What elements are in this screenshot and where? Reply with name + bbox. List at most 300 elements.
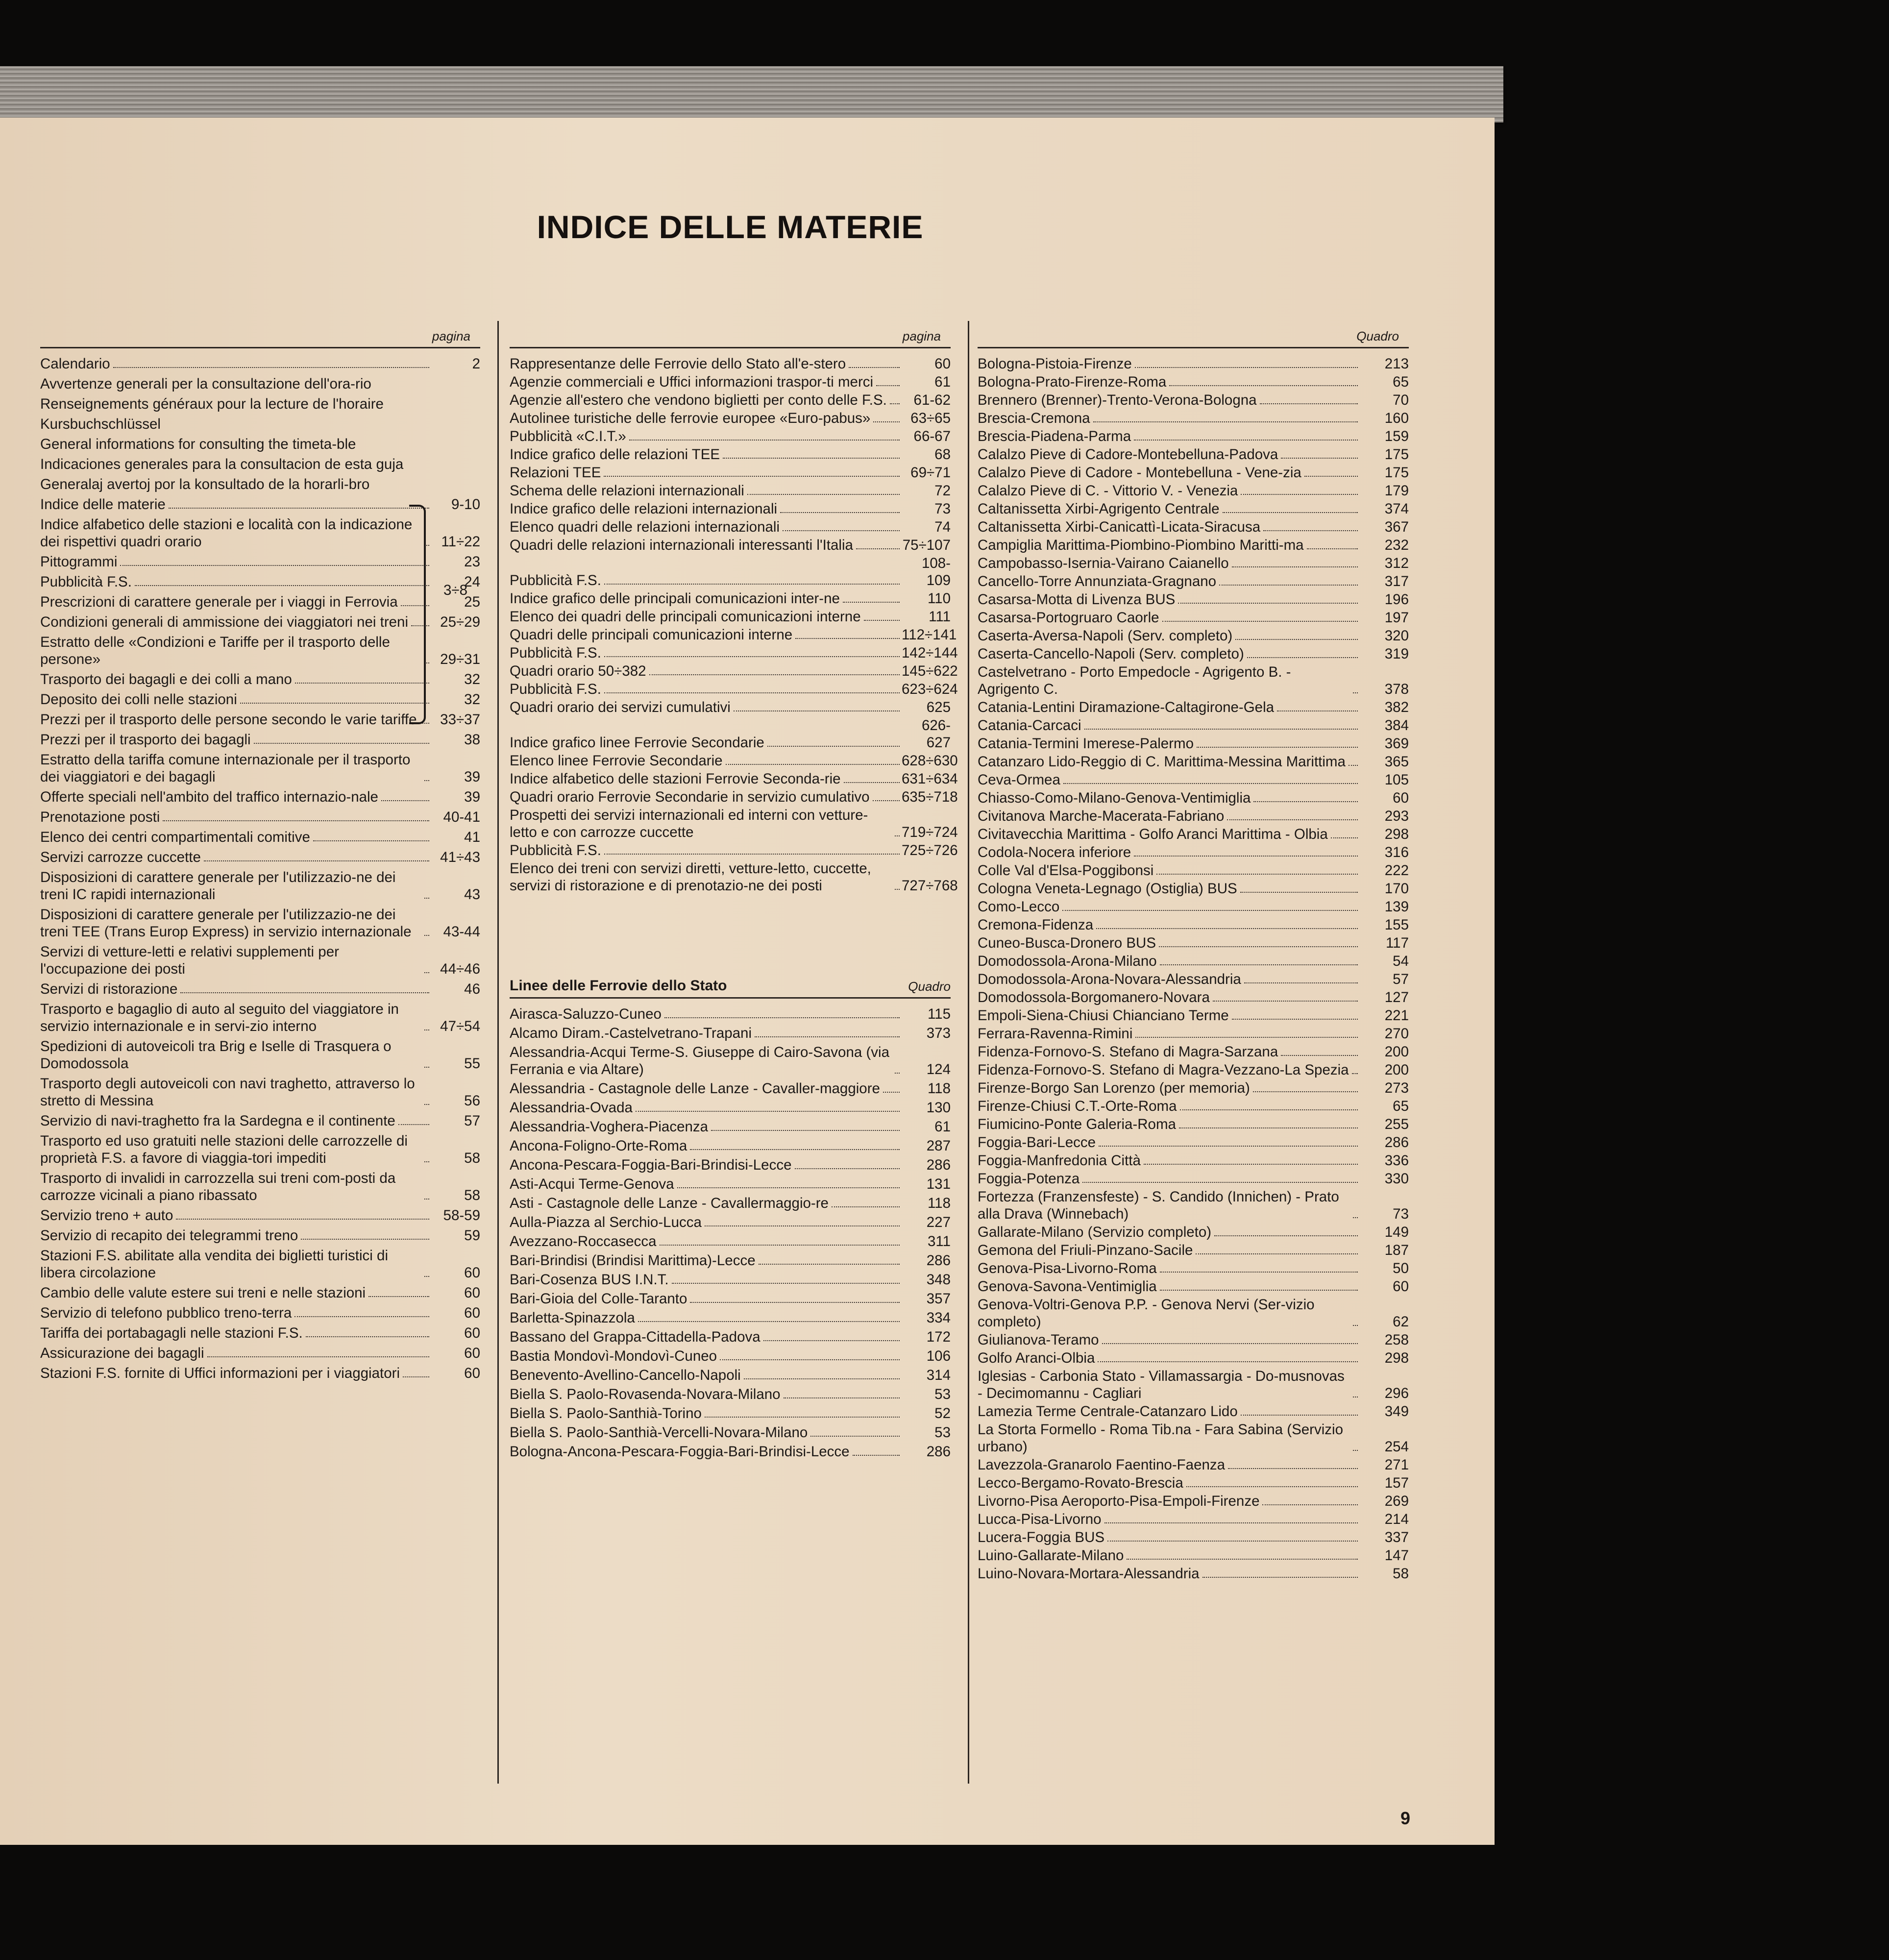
dot-leader bbox=[1353, 1325, 1358, 1326]
dot-leader bbox=[705, 1225, 900, 1226]
entry-page: 200 bbox=[1384, 1044, 1409, 1060]
entry-page: 312 bbox=[1384, 555, 1409, 571]
entry-text: Calendario bbox=[40, 356, 110, 372]
dot-leader bbox=[1281, 1055, 1358, 1056]
dot-leader bbox=[207, 1356, 429, 1357]
entry-page: 175 bbox=[1384, 446, 1409, 463]
index-entry bbox=[978, 410, 1409, 427]
dot-leader bbox=[876, 385, 900, 386]
entry-page: 271 bbox=[1384, 1457, 1409, 1473]
index-entry bbox=[510, 373, 951, 391]
section-title: Linee delle Ferrovie dello Stato bbox=[510, 978, 727, 994]
index-entry bbox=[510, 788, 958, 806]
index-entry bbox=[510, 1118, 951, 1135]
dot-leader bbox=[424, 1029, 429, 1030]
index-entry bbox=[510, 1099, 951, 1116]
entry-text: Benevento-Avellino-Cancello-Napoli bbox=[510, 1367, 741, 1383]
dot-leader bbox=[1353, 692, 1358, 693]
entry-page: 50 bbox=[1393, 1260, 1409, 1276]
dot-leader bbox=[1240, 892, 1358, 893]
index-entry bbox=[978, 826, 1409, 843]
index-entry bbox=[978, 1368, 1409, 1402]
dot-leader bbox=[1202, 1577, 1358, 1578]
index-entry bbox=[978, 1116, 1409, 1133]
dot-leader bbox=[690, 1302, 900, 1303]
dot-leader bbox=[705, 1417, 900, 1418]
dot-leader bbox=[1253, 801, 1358, 802]
dot-leader bbox=[1144, 1164, 1358, 1165]
index-entry bbox=[978, 609, 1409, 626]
dot-leader bbox=[1214, 1235, 1358, 1236]
entry-text: General informations for consulting the timeta-ble bbox=[40, 436, 356, 452]
index-entry bbox=[510, 770, 958, 787]
index-entry bbox=[978, 428, 1409, 445]
entry-text: Foggia-Potenza bbox=[978, 1171, 1080, 1187]
index-entry bbox=[510, 537, 951, 554]
dot-leader bbox=[1135, 1037, 1358, 1038]
entry-page: 139 bbox=[1384, 899, 1409, 915]
entry-page: 727÷768 bbox=[902, 878, 958, 894]
index-entry bbox=[510, 500, 951, 517]
dot-leader bbox=[1349, 765, 1358, 766]
index-entry bbox=[510, 681, 958, 698]
entry-text: Indice delle materie bbox=[40, 496, 166, 513]
index-column-2 bbox=[510, 323, 958, 1462]
index-entry bbox=[510, 1195, 951, 1212]
entry-page: 382 bbox=[1384, 699, 1409, 715]
index-entry bbox=[510, 1348, 951, 1365]
dot-leader bbox=[660, 1245, 900, 1246]
entry-page: 29÷31 bbox=[440, 651, 480, 667]
entry-page: 149 bbox=[1384, 1224, 1409, 1240]
entry-text: Castelvetrano - Porto Empedocle - Agrigento B. - Agrigento C. bbox=[978, 664, 1291, 697]
entry-text: Tariffa dei portabagagli nelle stazioni F.S. bbox=[40, 1325, 303, 1341]
dot-leader bbox=[1160, 964, 1358, 965]
index-entry bbox=[40, 416, 480, 433]
entry-text: Alessandria - Castagnole delle Lanze - Cavaller-maggiore bbox=[510, 1080, 880, 1097]
index-entry bbox=[40, 1284, 480, 1301]
section-header bbox=[510, 978, 951, 999]
entry-page: 115 bbox=[927, 1006, 951, 1022]
entry-text: Avvertenze generali per la consultazione dell'ora-rio bbox=[40, 376, 371, 392]
entry-text: Como-Lecco bbox=[978, 899, 1060, 915]
index-entry bbox=[40, 788, 480, 806]
entry-text: Catania-Lentini Diramazione-Caltagirone-Gela bbox=[978, 699, 1275, 715]
dot-leader bbox=[306, 1336, 429, 1337]
entry-text: Firenze-Borgo San Lorenzo (per memoria) bbox=[978, 1080, 1250, 1096]
entry-text: Fiumicino-Ponte Galeria-Roma bbox=[978, 1116, 1176, 1132]
dot-leader bbox=[1304, 476, 1358, 477]
entry-text: Indice grafico delle relazioni TEE bbox=[510, 446, 720, 463]
entry-text: Indice grafico delle principali comunicazioni inter-ne bbox=[510, 590, 840, 607]
index-entry bbox=[978, 1456, 1409, 1473]
dot-leader bbox=[604, 692, 900, 693]
entry-page: 60 bbox=[464, 1305, 480, 1321]
entry-page: 73 bbox=[934, 501, 951, 517]
entry-page: 54 bbox=[1393, 953, 1409, 969]
dot-leader bbox=[895, 889, 900, 890]
entry-text: Lamezia Terme Centrale-Catanzaro Lido bbox=[978, 1403, 1238, 1420]
index-entry bbox=[978, 355, 1409, 372]
entry-page: 298 bbox=[1384, 826, 1409, 842]
dot-leader bbox=[1277, 710, 1358, 711]
index-entry bbox=[510, 608, 951, 625]
entry-text: Gallarate-Milano (Servizio completo) bbox=[978, 1224, 1212, 1240]
entry-text: Lucera-Foggia BUS bbox=[978, 1529, 1105, 1545]
dot-leader bbox=[381, 800, 429, 801]
index-entry bbox=[978, 645, 1409, 662]
dot-leader bbox=[1102, 1343, 1358, 1344]
dot-leader bbox=[1162, 621, 1358, 622]
entry-page: 44÷46 bbox=[440, 961, 480, 977]
index-entry bbox=[40, 1132, 480, 1167]
entry-text: Pubblicità F.S. bbox=[510, 681, 601, 697]
index-entry bbox=[978, 808, 1409, 825]
entry-text: Caserta-Aversa-Napoli (Serv. completo) bbox=[978, 628, 1233, 644]
entry-text: Stazioni F.S. fornite di Uffici informazioni per i viaggiatori bbox=[40, 1365, 400, 1381]
entry-page: 62 bbox=[1393, 1314, 1409, 1330]
entry-page: 725÷726 bbox=[902, 842, 958, 858]
dot-leader bbox=[864, 620, 900, 621]
entry-text: Servizi di vetture-letti e relativi supplementi per l'occupazione dei posti bbox=[40, 944, 339, 977]
dot-leader bbox=[1160, 1290, 1358, 1291]
dot-leader bbox=[294, 1316, 429, 1317]
index-entry bbox=[978, 518, 1409, 536]
index-entry bbox=[978, 1331, 1409, 1348]
index-entry bbox=[510, 1044, 951, 1078]
index-entry bbox=[978, 1098, 1409, 1115]
entry-page: 635÷718 bbox=[902, 789, 958, 805]
entry-page: 41 bbox=[464, 829, 480, 845]
entry-text: Avezzano-Roccasecca bbox=[510, 1233, 657, 1250]
entry-page: 65 bbox=[1393, 1098, 1409, 1114]
entry-text: Trasporto e bagaglio di auto al seguito del viaggiatore in servizio internazionale e in servi-zio interno bbox=[40, 1001, 399, 1034]
index-entry bbox=[510, 1271, 951, 1288]
entry-page: 269 bbox=[1384, 1493, 1409, 1509]
entry-page: 179 bbox=[1384, 483, 1409, 499]
entry-page: 43-44 bbox=[443, 924, 480, 940]
entry-page: 57 bbox=[464, 1113, 480, 1129]
entry-page: 131 bbox=[926, 1176, 951, 1192]
entry-page: 337 bbox=[1384, 1529, 1409, 1545]
index-entry bbox=[40, 1207, 480, 1224]
entry-page: 227 bbox=[926, 1214, 951, 1230]
entry-page: 316 bbox=[1384, 844, 1409, 860]
entry-page: 39 bbox=[464, 769, 480, 785]
index-entry bbox=[40, 849, 480, 866]
entry-text: Disposizioni di carattere generale per l'utilizzazio-ne dei treni IC rapidi internazionali bbox=[40, 869, 396, 903]
index-entry bbox=[40, 395, 480, 413]
dot-leader bbox=[1134, 440, 1358, 441]
dot-leader bbox=[204, 860, 429, 861]
dot-leader bbox=[1127, 1559, 1358, 1560]
entry-page: 213 bbox=[1384, 356, 1409, 372]
column-header-label: Quadro bbox=[1356, 329, 1399, 343]
railway-lines-list bbox=[978, 355, 1409, 1582]
page-title: INDICE DELLE MATERIE bbox=[537, 209, 924, 245]
entry-page: 40-41 bbox=[443, 809, 480, 825]
dot-leader bbox=[672, 1283, 900, 1284]
entry-text: Servizio di telefono pubblico treno-terra bbox=[40, 1305, 292, 1321]
entry-page: 11÷22 bbox=[441, 534, 480, 550]
dot-leader bbox=[604, 854, 900, 855]
section-column-label: Quadro bbox=[908, 979, 951, 994]
index-entry bbox=[510, 699, 951, 716]
index-entry bbox=[978, 482, 1409, 499]
dot-leader bbox=[403, 1376, 429, 1377]
dot-leader bbox=[1263, 530, 1358, 531]
entry-page: 61-62 bbox=[913, 392, 951, 408]
index-entry bbox=[40, 906, 480, 940]
entry-text: Agenzie commerciali e Uffici informazioni traspor-ti merci bbox=[510, 374, 874, 390]
dot-leader bbox=[1099, 1146, 1358, 1147]
entry-page: 374 bbox=[1384, 501, 1409, 517]
index-entry bbox=[978, 1547, 1409, 1564]
dot-leader bbox=[1180, 1109, 1358, 1110]
dot-leader bbox=[1281, 458, 1358, 459]
index-entry bbox=[978, 1421, 1409, 1455]
entry-text: Asti - Castagnole delle Lanze - Cavallermaggio-re bbox=[510, 1195, 829, 1211]
index-entry bbox=[40, 980, 480, 998]
dot-leader bbox=[1241, 1415, 1358, 1416]
entry-page: 369 bbox=[1384, 735, 1409, 752]
entry-list bbox=[510, 355, 958, 894]
entry-page: 378 bbox=[1384, 681, 1409, 697]
entry-text: Aulla-Piazza al Serchio-Lucca bbox=[510, 1214, 702, 1230]
entry-text: Bologna-Prato-Firenze-Roma bbox=[978, 374, 1167, 390]
entry-text: Biella S. Paolo-Rovasenda-Novara-Milano bbox=[510, 1386, 781, 1402]
index-entry bbox=[510, 626, 957, 643]
entry-page: 373 bbox=[926, 1025, 951, 1041]
dot-leader bbox=[873, 800, 900, 801]
entry-text: Asti-Acqui Terme-Genova bbox=[510, 1176, 674, 1192]
dot-leader bbox=[677, 1187, 900, 1188]
dot-leader bbox=[638, 1321, 900, 1322]
index-entry bbox=[978, 1025, 1409, 1042]
entry-page: 52 bbox=[934, 1405, 951, 1421]
book-page bbox=[0, 118, 1495, 1845]
entry-page: 55 bbox=[464, 1055, 480, 1072]
entry-page: 58 bbox=[464, 1187, 480, 1203]
page-number: 9 bbox=[1400, 1808, 1411, 1828]
index-entry bbox=[40, 1112, 480, 1129]
dot-leader bbox=[1098, 1361, 1358, 1362]
dot-leader bbox=[1244, 982, 1358, 983]
entry-page: 270 bbox=[1384, 1026, 1409, 1042]
dot-leader bbox=[895, 1073, 900, 1074]
entry-text: Trasporto di invalidi in carrozzella sui treni com-posti da carrozze vicinali a piano ribassato bbox=[40, 1170, 396, 1203]
index-column-3 bbox=[978, 323, 1409, 1583]
entry-text: Quadri orario Ferrovie Secondarie in servizio cumulativo bbox=[510, 789, 870, 805]
index-entry bbox=[40, 355, 480, 372]
dot-leader bbox=[1232, 566, 1358, 567]
entry-page: 63÷65 bbox=[910, 410, 951, 426]
entry-text: Prezzi per il trasporto dei bagagli bbox=[40, 732, 251, 748]
entry-text: Servizio di recapito dei telegrammi treno bbox=[40, 1227, 298, 1244]
entry-text: Alessandria-Acqui Terme-S. Giuseppe di Cairo-Savona (via Ferrania e via Altare) bbox=[510, 1044, 890, 1078]
index-entry bbox=[978, 1170, 1409, 1187]
dot-leader bbox=[1134, 856, 1358, 857]
entry-text: Bologna-Pistoia-Firenze bbox=[978, 356, 1132, 372]
entry-text: Elenco quadri delle relazioni internazionali bbox=[510, 519, 780, 535]
entry-page: 60 bbox=[464, 1325, 480, 1341]
entry-text: Prescrizioni di carattere generale per i viaggi in Ferrovia bbox=[40, 594, 398, 610]
entry-page: 70 bbox=[1393, 392, 1409, 408]
index-entry bbox=[978, 862, 1409, 879]
entry-page: 142÷144 bbox=[902, 645, 958, 661]
dot-leader bbox=[832, 1206, 900, 1207]
entry-text: Trasporto dei bagagli e dei colli a mano bbox=[40, 671, 292, 687]
entry-page: 130 bbox=[926, 1100, 951, 1116]
entry-text: Servizi di ristorazione bbox=[40, 981, 178, 997]
curly-brace bbox=[409, 505, 426, 724]
entry-text: Cremona-Fidenza bbox=[978, 917, 1094, 933]
column-rule-2 bbox=[968, 321, 969, 1784]
index-entry bbox=[978, 1493, 1409, 1510]
entry-text: Lucca-Pisa-Livorno bbox=[978, 1511, 1102, 1527]
entry-text: Luino-Gallarate-Milano bbox=[978, 1547, 1124, 1564]
entry-text: Fidenza-Fornovo-S. Stefano di Magra-Vezzano-La Spezia bbox=[978, 1062, 1349, 1078]
dot-leader bbox=[1169, 385, 1358, 386]
index-entry bbox=[978, 555, 1409, 572]
index-entry bbox=[978, 1511, 1409, 1528]
index-entry bbox=[978, 537, 1409, 554]
index-entry bbox=[978, 971, 1409, 988]
index-entry bbox=[978, 1079, 1409, 1097]
dot-leader bbox=[856, 548, 900, 549]
dot-leader bbox=[424, 1199, 429, 1200]
entry-text: Domodossola-Arona-Novara-Alessandria bbox=[978, 971, 1241, 987]
entry-text: Domodossola-Arona-Milano bbox=[978, 953, 1157, 969]
entry-text: Estratto della tariffa comune internazionale per il trasporto dei viaggiatori e dei bagagli bbox=[40, 752, 411, 785]
entry-page: 187 bbox=[1384, 1242, 1409, 1258]
dot-leader bbox=[180, 992, 429, 993]
entry-page: 286 bbox=[1384, 1134, 1409, 1151]
entry-page: 124 bbox=[926, 1061, 951, 1078]
entry-text: Offerte speciali nell'ambito del traffico internazio-nale bbox=[40, 789, 378, 805]
dot-leader bbox=[1213, 1001, 1358, 1002]
index-entry bbox=[40, 375, 480, 392]
entry-text: Deposito dei colli nelle stazioni bbox=[40, 691, 237, 708]
index-entry bbox=[978, 1224, 1409, 1241]
dot-leader bbox=[1353, 1450, 1358, 1451]
dot-leader bbox=[895, 835, 900, 836]
entry-page: 254 bbox=[1384, 1439, 1409, 1455]
entry-page: 60 bbox=[1393, 1278, 1409, 1295]
entry-page: 9-10 bbox=[451, 496, 480, 513]
entry-text: Codola-Nocera inferiore bbox=[978, 844, 1131, 860]
entry-page: 60 bbox=[1393, 790, 1409, 806]
entry-page: 197 bbox=[1384, 610, 1409, 626]
dot-leader bbox=[1178, 603, 1358, 604]
entry-text: Prezzi per il trasporto delle persone secondo le varie tariffe bbox=[40, 711, 417, 728]
index-entry bbox=[510, 1443, 951, 1460]
index-entry bbox=[978, 1296, 1409, 1330]
dot-leader bbox=[890, 403, 900, 404]
dot-leader bbox=[1219, 585, 1358, 586]
entry-page: 365 bbox=[1384, 754, 1409, 770]
dot-leader bbox=[795, 1168, 900, 1169]
entry-page: 384 bbox=[1384, 717, 1409, 734]
dot-leader bbox=[424, 935, 429, 936]
entry-text: Airasca-Saluzzo-Cuneo bbox=[510, 1006, 662, 1022]
dot-leader bbox=[783, 530, 900, 531]
index-entry bbox=[510, 717, 951, 751]
entry-page: 39 bbox=[464, 789, 480, 805]
dot-leader bbox=[424, 1276, 429, 1277]
entry-page: 32 bbox=[464, 691, 480, 708]
dot-leader bbox=[1223, 512, 1358, 513]
index-entry bbox=[510, 1405, 951, 1422]
entry-page: 319 bbox=[1384, 646, 1409, 662]
index-entry bbox=[978, 844, 1409, 861]
entry-text: Indice grafico delle relazioni internazionali bbox=[510, 501, 778, 517]
dot-leader bbox=[1179, 1127, 1358, 1128]
entry-page: 170 bbox=[1384, 881, 1409, 897]
entry-text: Indice grafico linee Ferrovie Secondarie bbox=[510, 735, 764, 751]
entry-text: Servizio di navi-traghetto fra la Sardegna e il continente bbox=[40, 1113, 395, 1129]
entry-page: 155 bbox=[1384, 917, 1409, 933]
index-entry bbox=[978, 1134, 1409, 1151]
dot-leader bbox=[873, 421, 900, 422]
entry-page: 32 bbox=[464, 671, 480, 687]
dot-leader bbox=[1062, 910, 1358, 911]
entry-page: 145÷622 bbox=[902, 663, 958, 679]
entry-text: Barletta-Spinazzola bbox=[510, 1310, 635, 1326]
index-entry bbox=[978, 500, 1409, 517]
entry-page: 719÷724 bbox=[902, 824, 958, 840]
dot-leader bbox=[1093, 421, 1358, 422]
entry-text: Foggia-Manfredonia Città bbox=[978, 1152, 1141, 1169]
entry-text: Rappresentanze delle Ferrovie dello Stato all'e-stero bbox=[510, 356, 846, 372]
entry-text: Genova-Savona-Ventimiglia bbox=[978, 1278, 1157, 1295]
index-entry bbox=[978, 446, 1409, 463]
entry-text: Calalzo Pieve di C. - Vittorio V. - Venezia bbox=[978, 483, 1238, 499]
index-entry bbox=[978, 1529, 1409, 1546]
dot-leader bbox=[726, 764, 900, 765]
index-entry bbox=[40, 476, 480, 493]
entry-page: 25 bbox=[464, 594, 480, 610]
entry-text: Kursbuchschlüssel bbox=[40, 416, 161, 432]
dot-leader bbox=[1307, 548, 1358, 549]
index-entry bbox=[510, 1328, 951, 1346]
entry-text: Iglesias - Carbonia Stato - Villamassargia - Do-musnovas - Decimomannu - Cagliari bbox=[978, 1368, 1345, 1401]
dot-leader bbox=[747, 494, 900, 495]
dot-leader bbox=[664, 1017, 900, 1018]
entry-text: Bari-Gioia del Colle-Taranto bbox=[510, 1291, 687, 1307]
entry-page: 157 bbox=[1384, 1475, 1409, 1491]
entry-text: Disposizioni di carattere generale per l'utilizzazio-ne dei treni TEE (Trans Europ Express) in servizio internazionale bbox=[40, 906, 412, 940]
entry-page: 175 bbox=[1384, 465, 1409, 481]
index-entry bbox=[510, 428, 951, 445]
dot-leader bbox=[424, 780, 429, 781]
entry-text: Colle Val d'Elsa-Poggibonsi bbox=[978, 862, 1154, 879]
entry-text: Elenco dei treni con servizi diretti, vetture-letto, cuccette, servizi di ristorazione e di prenotazio-ne dei posti bbox=[510, 860, 871, 894]
entry-page: 57 bbox=[1393, 971, 1409, 987]
dot-leader bbox=[254, 743, 429, 744]
entry-page: 159 bbox=[1384, 428, 1409, 444]
dot-leader bbox=[1262, 1504, 1358, 1505]
entry-text: Chiasso-Como-Milano-Genova-Ventimiglia bbox=[978, 790, 1251, 806]
dot-leader bbox=[424, 1067, 429, 1068]
entry-page: 214 bbox=[1384, 1511, 1409, 1527]
entry-page: 258 bbox=[1384, 1332, 1409, 1348]
dot-leader bbox=[1104, 1522, 1358, 1523]
dot-leader bbox=[1186, 1486, 1358, 1487]
entry-text: Quadri orario dei servizi cumulativi bbox=[510, 699, 731, 715]
entry-text: Alcamo Diram.-Castelvetrano-Trapani bbox=[510, 1025, 752, 1041]
entry-text: Indicaciones generales para la consultacion de esta guja bbox=[40, 456, 404, 472]
